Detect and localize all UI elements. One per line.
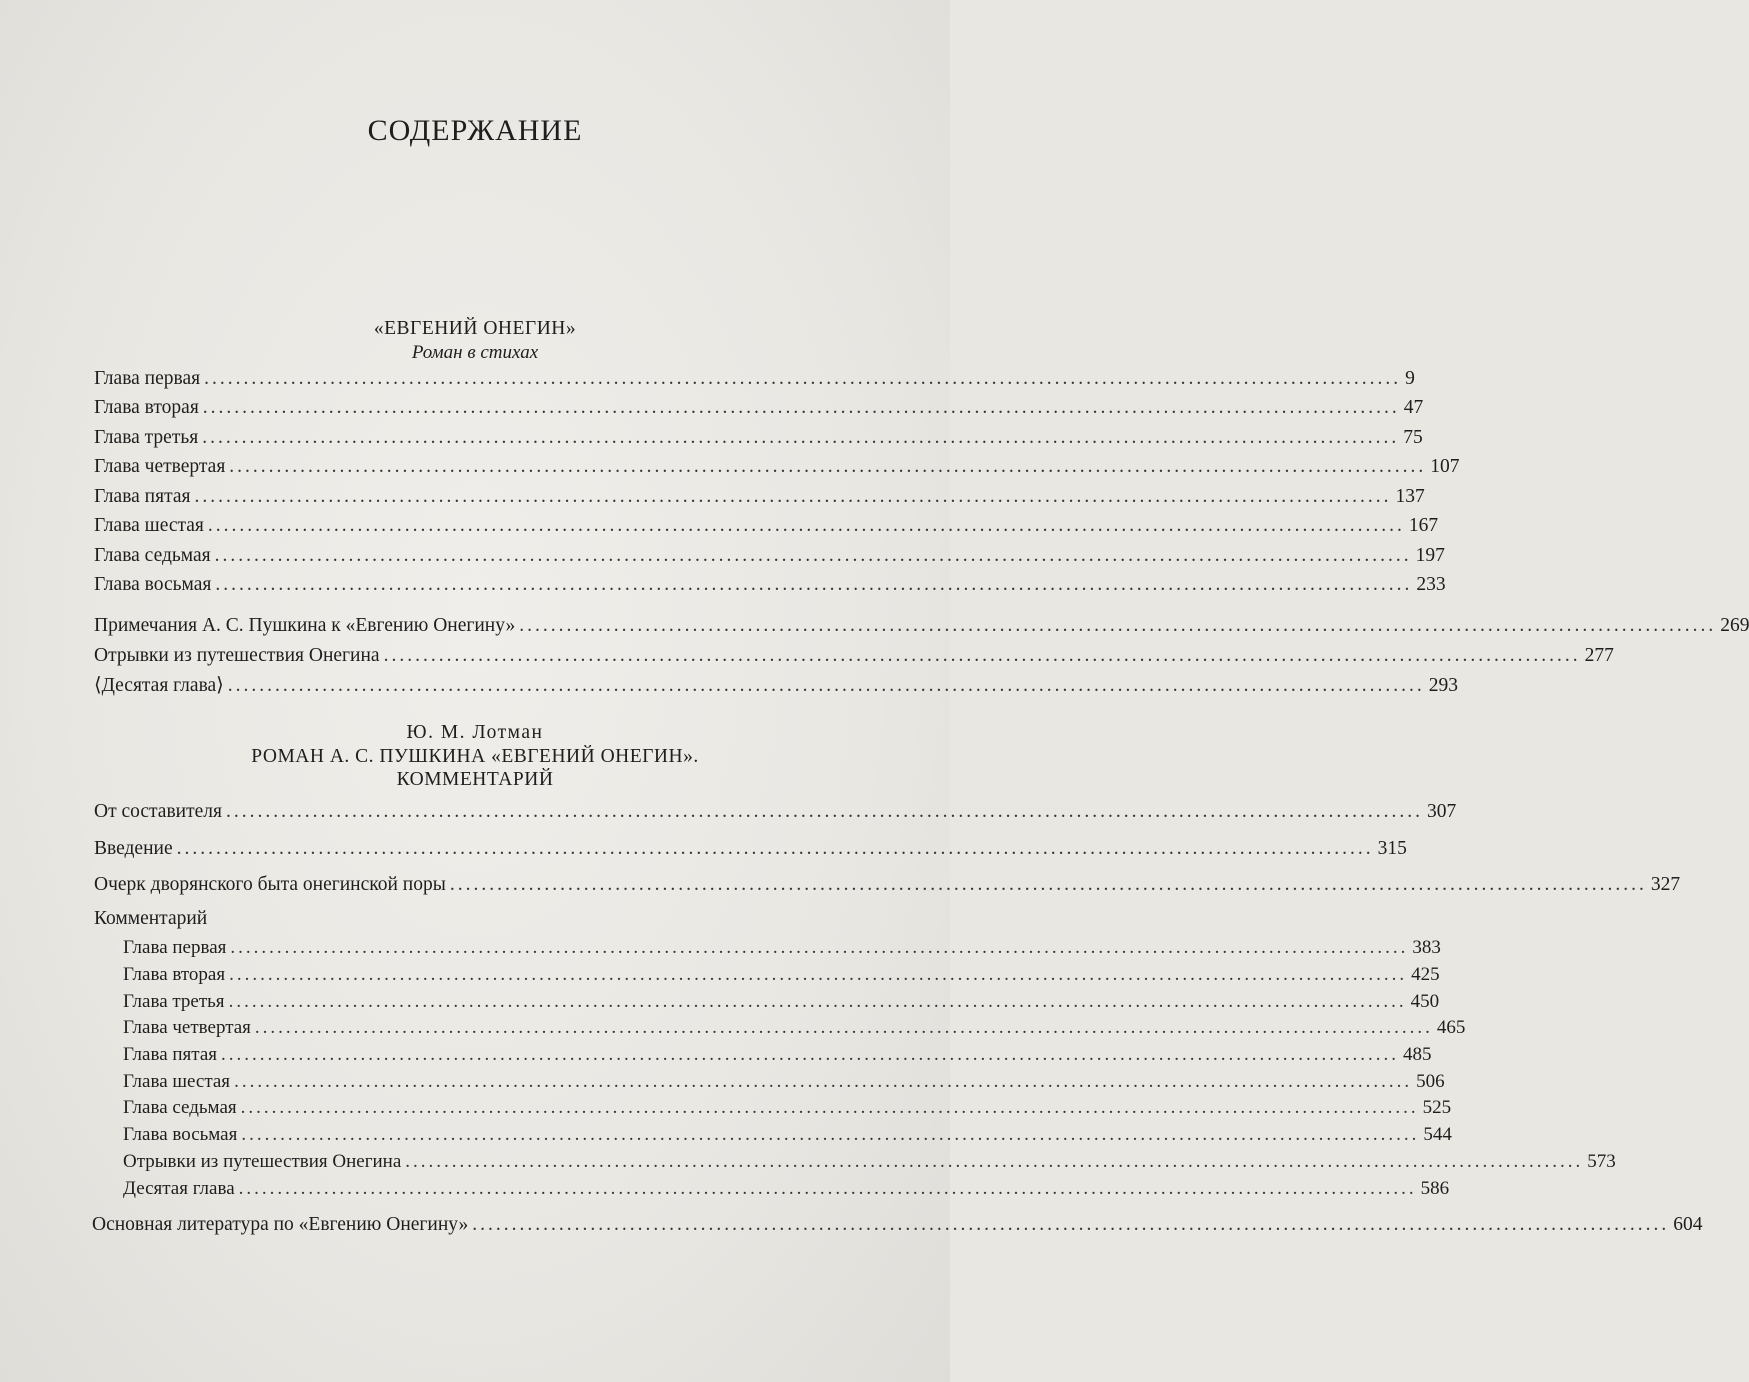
toc-entry-page: 327 (1650, 874, 1681, 895)
leader-dots: ........................................................................................................................................................ (230, 937, 1409, 958)
toc-entry-label: Глава третья (123, 991, 225, 1012)
toc-entry-label: ⟨Десятая глава⟩ (94, 675, 224, 696)
toc-entry[interactable] (123, 963, 1440, 987)
toc-entry-page: 277 (1584, 645, 1614, 666)
toc-entry-page: 383 (1412, 937, 1441, 958)
leader-dots: ........................................................................................................................................................ (238, 1178, 1417, 1199)
toc-entry-label: Глава пятая (123, 1044, 217, 1065)
leader-dots: ........................................................................................................................................................ (254, 1017, 1433, 1038)
leader-dots: ........................................................................................................................................................ (227, 675, 1425, 696)
toc-entry-label: Глава восьмая (123, 1124, 238, 1145)
toc-entry[interactable] (123, 1096, 1452, 1120)
toc-entry-page: 506 (1416, 1071, 1445, 1092)
toc-entry[interactable] (94, 514, 1439, 538)
toc-entry-label: Основная литература по «Евгению Онегину» (92, 1214, 469, 1235)
toc-entry-page: 269 (1720, 615, 1749, 636)
toc-entry-page: 137 (1395, 486, 1425, 507)
toc-entry[interactable] (123, 1177, 1450, 1201)
leader-dots: ........................................................................................................................................................ (204, 368, 1402, 389)
toc-entry-label: Глава вторая (123, 964, 226, 985)
toc-entry-label: Очерк дворянского быта онегинской поры (94, 874, 446, 895)
leader-dots: ........................................................................................................................................................ (472, 1214, 1670, 1235)
toc-entry-page: 233 (1416, 574, 1446, 595)
leader-dots: ........................................................................................................................................................ (221, 1044, 1399, 1065)
toc-entry[interactable] (94, 800, 1457, 824)
toc-entry[interactable] (123, 1016, 1466, 1040)
leader-dots: ........................................................................................................................................................ (234, 1071, 1413, 1092)
toc-entry-label: Отрывки из путешествия Онегина (94, 645, 380, 666)
toc-entry-label: Глава первая (123, 937, 227, 958)
leader-dots: ........................................................................................................................................................ (405, 1151, 1584, 1172)
toc-entry[interactable] (94, 573, 1446, 597)
toc-entry[interactable] (94, 644, 1614, 668)
leader-dots: ........................................................................................................................................................ (194, 486, 1392, 507)
leader-dots: ........................................................................................................................................................ (215, 574, 1413, 595)
toc-entry-label: Глава пятая (94, 486, 191, 507)
toc-entry-page: 107 (1430, 456, 1460, 477)
toc-entry[interactable] (123, 1150, 1616, 1174)
toc-entry-label: От составителя (94, 801, 222, 822)
section1-subtitle: Роман в стихах (411, 342, 539, 363)
toc-entry-label: Глава шестая (94, 515, 204, 536)
leader-dots: ........................................................................................................................................................ (228, 991, 1407, 1012)
leader-dots: ........................................................................................................................................................ (225, 801, 1423, 822)
toc-entry[interactable] (94, 396, 1424, 420)
toc-entry[interactable] (123, 936, 1441, 960)
leader-dots: ........................................................................................................................................................ (229, 456, 1427, 477)
toc-entry-label: Глава седьмая (123, 1097, 237, 1118)
leader-dots: ........................................................................................................................................................ (176, 838, 1374, 859)
toc-entry-page: 47 (1403, 397, 1424, 418)
toc-entry-page: 586 (1420, 1178, 1450, 1199)
toc-entry-page: 450 (1410, 991, 1440, 1012)
toc-entry-label: Глава первая (94, 368, 201, 389)
toc-entry-label: Введение (94, 838, 173, 859)
leader-dots: ........................................................................................................................................................ (202, 397, 1400, 418)
toc-entry[interactable] (94, 674, 1459, 698)
leader-dots: ........................................................................................................................................................ (449, 874, 1647, 895)
toc-entry-page: 307 (1426, 801, 1457, 822)
toc-entry-page: 197 (1415, 545, 1445, 566)
toc-entry-page: 9 (1405, 368, 1415, 389)
section2-author: Ю. М. Лотман (406, 722, 544, 743)
toc-entry-page: 573 (1587, 1151, 1616, 1172)
toc-entry-page: 604 (1673, 1214, 1703, 1235)
leader-dots: ........................................................................................................................................................ (240, 1097, 1419, 1118)
toc-entry-label: Отрывки из путешествия Онегина (123, 1151, 402, 1172)
toc-entry[interactable] (94, 873, 1681, 897)
toc-entry[interactable] (94, 367, 1415, 391)
toc-entry[interactable] (94, 544, 1445, 568)
leader-dots: ........................................................................................................................................................ (207, 515, 1405, 536)
toc-entry-label: Глава четвертая (94, 456, 226, 477)
section2-title-line1: РОМАН А. С. ПУШКИНА «ЕВГЕНИЙ ОНЕГИН». (251, 746, 699, 767)
toc-entry[interactable] (94, 485, 1425, 509)
toc-entry-label: Десятая глава (123, 1178, 235, 1199)
leader-dots: ........................................................................................................................................................ (229, 964, 1408, 985)
toc-entry-page: 425 (1411, 964, 1440, 985)
toc-entry-page: 75 (1403, 427, 1423, 448)
toc-entry-label: Глава четвертая (123, 1017, 251, 1038)
leader-dots: ........................................................................................................................................................ (202, 427, 1400, 448)
toc-entry-label: Глава вторая (94, 397, 199, 418)
toc-entry-page: 315 (1377, 838, 1407, 859)
toc-entry-label: Глава восьмая (94, 574, 212, 595)
toc-entry-label: Примечания А. С. Пушкина к «Евгению Онегину» (94, 615, 516, 636)
toc-entry[interactable] (123, 1070, 1445, 1094)
toc-entry[interactable] (94, 426, 1423, 450)
toc-entry-page: 465 (1436, 1017, 1466, 1038)
leader-dots: ........................................................................................................................................................ (383, 645, 1581, 666)
commentary-heading: Комментарий (94, 908, 208, 929)
toc-entry-page: 485 (1403, 1044, 1432, 1065)
toc-entry[interactable] (123, 1043, 1432, 1067)
toc-entry-label: Глава шестая (123, 1071, 231, 1092)
toc-entry[interactable] (94, 455, 1460, 479)
leader-dots: ........................................................................................................................................................ (214, 545, 1412, 566)
leader-dots: ........................................................................................................................................................ (519, 615, 1717, 636)
toc-entry-page: 525 (1422, 1097, 1452, 1118)
toc-entry-page: 544 (1423, 1124, 1452, 1145)
toc-entry[interactable] (94, 614, 1749, 638)
section2-title-line2: КОММЕНТАРИЙ (396, 769, 554, 790)
toc-entry[interactable] (123, 1123, 1452, 1147)
toc-entry[interactable] (92, 1213, 1703, 1237)
toc-entry[interactable] (94, 837, 1407, 861)
toc-entry[interactable] (123, 990, 1440, 1014)
page-title: СОДЕРЖАНИЕ (367, 114, 583, 147)
section1-title: «ЕВГЕНИЙ ОНЕГИН» (373, 318, 577, 339)
toc-entry-page: 293 (1428, 675, 1459, 696)
leader-dots: ........................................................................................................................................................ (241, 1124, 1420, 1145)
toc-entry-page: 167 (1408, 515, 1439, 536)
toc-entry-label: Глава третья (94, 427, 199, 448)
toc-entry-label: Глава седьмая (94, 545, 211, 566)
